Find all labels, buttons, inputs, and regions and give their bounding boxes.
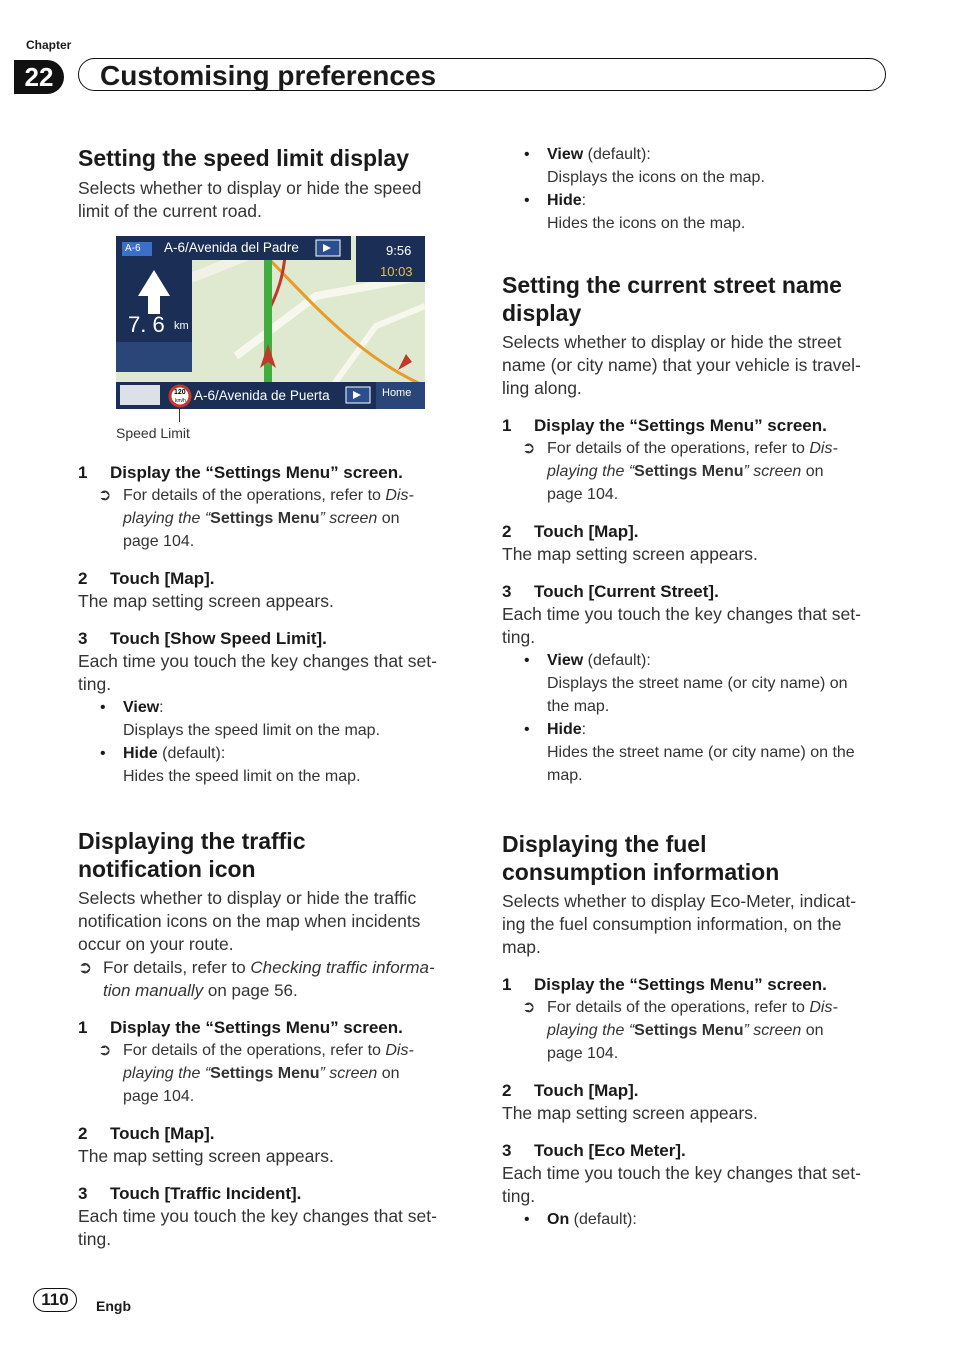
section-title: Displaying the traffic [78,828,306,854]
section-traffic [78,827,463,1251]
step-2: 2 Touch [Map]. [78,1124,215,1143]
caption-leader-line [179,408,180,422]
bullet-icon: • [524,1211,530,1228]
bullet-icon: • [524,652,530,669]
step-3-desc: ting. [502,627,536,647]
step-1-note: ➲ For details of the operations, refer to Dis- playing the “Settings Menu” screen on page 104. [502,437,887,506]
step-1-note: ➲ For details of the operations, refer to Dis- playing the “Settings Menu” screen on page 104. [502,996,887,1065]
section-speed-limit [78,144,463,223]
option-view: • View: [78,696,463,719]
step-3-desc: Each time you touch the key changes that set- [502,604,861,624]
step-2-desc: The map setting screen appears. [502,544,758,564]
step-3: 3 Touch [Show Speed Limit]. [78,629,327,648]
intro-line: occur on your route. [78,934,234,954]
map-speed-sign: 120 [174,389,186,396]
arrow-icon: ➲ [522,440,536,457]
step-1-note: ➲ For details of the operations, refer to Dis- playing the “Settings Menu” screen on page 104. [78,1039,463,1108]
option-hide: • Hide: [502,718,887,741]
option-view: • View (default): [502,649,887,672]
intro-line: ing the fuel consumption information, on the [502,914,842,934]
step-1: 1 Display the “Settings Menu” screen. [78,1018,403,1037]
map-clock-current: 9:56 [386,243,412,258]
bullet-icon: • [524,721,530,738]
language-code: Engb [96,1298,131,1314]
intro-line: notification icons on the map when incidents [78,911,421,931]
map-home-button: Home [382,387,412,399]
step-3-desc: Each time you touch the key changes that set- [78,651,437,671]
intro-line: ling along. [502,378,582,398]
option-on: • On (default): [502,1208,887,1231]
bullet-icon: • [524,192,530,209]
page-number: 110 [33,1288,77,1312]
traffic-options [502,143,887,235]
intro-line: Selects whether to display or hide the street [502,332,842,352]
option-desc: Hides the icons on the map. [547,215,746,232]
step-3: 3 Touch [Traffic Incident]. [78,1184,302,1203]
bullet-icon: • [100,745,106,762]
step-3-desc: ting. [502,1186,536,1206]
option-desc: the map. [547,698,610,715]
step-2: 2 Touch [Map]. [502,522,639,541]
section-title: Displaying the fuel [502,831,707,857]
intro-line: Selects whether to display Eco-Meter, indicat- [502,891,857,911]
step-3-desc: ting. [78,674,112,694]
map-clock-arrival: 10:03 [380,264,413,279]
intro-line: map. [502,937,541,957]
chapter-number: 22 [14,60,64,94]
intro-line: Selects whether to display or hide the speed [78,178,422,198]
step-1: 1 Display the “Settings Menu” screen. [78,463,403,482]
option-desc: Hides the speed limit on the map. [123,768,361,785]
section-title: Setting the current street name [502,272,842,298]
step-3-desc: ting. [78,1229,112,1249]
step-2-desc: The map setting screen appears. [78,591,334,611]
map-road-top: A-6/Avenida del Padre [164,240,299,255]
map-screenshot [116,236,425,409]
intro-line: Selects whether to display or hide the traffic [78,888,417,908]
map-road-bottom: A-6/Avenida de Puerta [194,388,330,403]
option-hide: • Hide (default): [78,742,463,765]
arrow-icon: ➲ [78,958,93,977]
arrow-icon: ➲ [522,999,536,1016]
step-3-desc: Each time you touch the key changes that set- [78,1206,437,1226]
option-desc: Displays the icons on the map. [547,169,765,186]
section-title: notification icon [78,856,256,882]
map-distance-unit: km [174,320,189,332]
section-fuel [502,830,887,1231]
step-3-desc: Each time you touch the key changes that set- [502,1163,861,1183]
step-1: 1 Display the “Settings Menu” screen. [502,975,827,994]
option-desc: Displays the street name (or city name) on [547,675,848,692]
option-desc: Displays the speed limit on the map. [123,722,381,739]
speed-steps [78,461,463,788]
arrow-icon: ➲ [98,487,112,504]
map-road-badge: A-6 [125,243,141,254]
traffic-ref-note: ➲ For details, refer to Checking traffic informa- tion manually on page 56. [78,958,435,1000]
option-view: • View (default): [502,143,887,166]
intro-line: limit of the current road. [78,201,262,221]
speed-limit-caption: Speed Limit [116,425,190,441]
step-2-desc: The map setting screen appears. [502,1103,758,1123]
step-2: 2 Touch [Map]. [502,1081,639,1100]
bullet-icon: • [524,146,530,163]
step-2-desc: The map setting screen appears. [78,1146,334,1166]
option-desc: map. [547,767,583,784]
step-3: 3 Touch [Eco Meter]. [502,1141,686,1160]
step-2: 2 Touch [Map]. [78,569,215,588]
map-speed-unit: km/h [175,398,186,404]
map-distance: 7. 6 [128,312,165,337]
section-title: display [502,300,582,326]
option-desc: Hides the street name (or city name) on the [547,744,855,761]
step-1-note: ➲ For details of the operations, refer to Dis- playing the “Settings Menu” screen on page 104. [78,484,463,553]
step-1: 1 Display the “Settings Menu” screen. [502,416,827,435]
chapter-title: Customising preferences [100,60,437,91]
intro-line: name (or city name) that your vehicle is travel- [502,355,861,375]
option-hide: • Hide: [502,189,887,212]
step-3: 3 Touch [Current Street]. [502,582,719,601]
section-title: consumption information [502,859,780,885]
section-title: Setting the speed limit display [78,145,410,171]
arrow-icon: ➲ [98,1042,112,1059]
bullet-icon: • [100,699,106,716]
section-street-name [502,271,887,787]
chapter-label: Chapter [26,38,72,52]
